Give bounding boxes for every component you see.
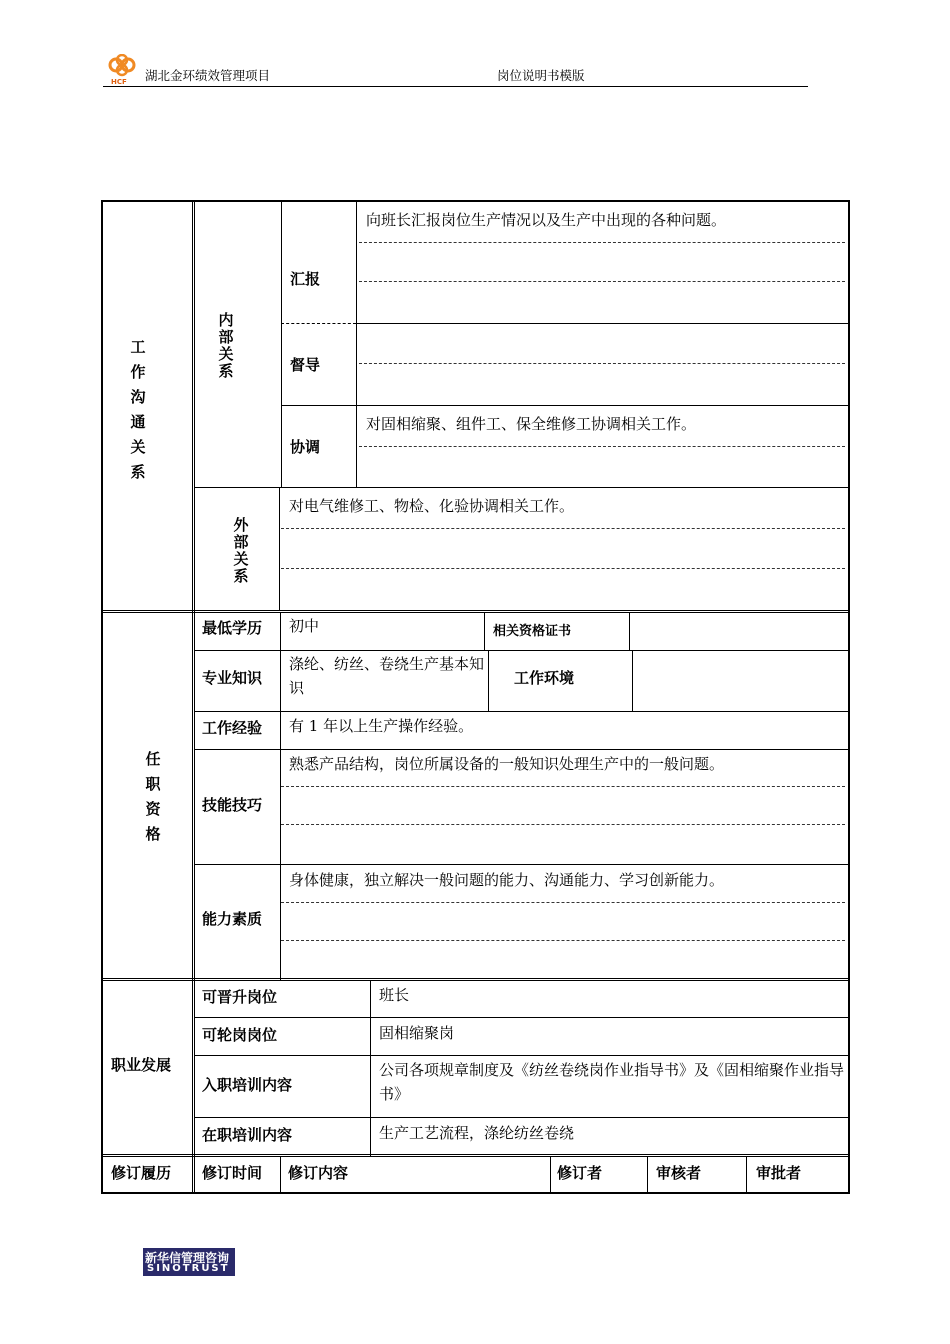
project-name: 湖北金环绩效管理项目 [145,68,271,83]
ability-label: 能力素质 [202,910,263,928]
section-label-qualification: 任 职 资 格 [145,750,161,843]
external-text: 对电气维修工、物检、化验协调相关工作。 [289,497,575,515]
certificate-label: 相关资格证书 [493,624,572,639]
brand-cn: 新华信管理咨询 [145,1251,230,1265]
onjob-training-value: 生产工艺流程，涤纶纺丝卷绕 [379,1124,575,1142]
environment-label: 工作环境 [514,669,575,687]
revision-section-label: 修订履历 [111,1164,172,1182]
education-label: 最低学历 [202,619,263,637]
revision-content-label: 修订内容 [288,1164,349,1182]
rotate-label: 可轮岗岗位 [202,1026,278,1044]
promote-value: 班长 [379,986,410,1004]
experience-label: 工作经验 [202,719,263,737]
brand-en: SINOTRUST [147,1263,230,1274]
job-description-form [101,200,850,1194]
hcf-logo-icon [103,54,141,86]
rotate-value: 固相缩聚岗 [379,1024,455,1042]
coordinate-text: 对固相缩聚、组件工、保全维修工协调相关工作。 [366,415,697,433]
ability-value: 身体健康，独立解决一般问题的能力、沟通能力、学习创新能力。 [289,871,725,889]
supervise-label: 督导 [290,356,321,374]
revision-time-label: 修订时间 [202,1164,263,1182]
sinotrust-logo [143,1248,235,1276]
report-text: 向班长汇报岗位生产情况以及生产中出现的各种问题。 [366,211,727,229]
promote-label: 可晋升岗位 [202,988,278,1006]
section-label-career: 职业发展 [111,1056,172,1074]
education-value: 初中 [289,617,320,635]
page-header [103,60,808,87]
onjob-training-label: 在职培训内容 [202,1126,293,1144]
section-label-communication: 工 作 沟 通 关 系 [130,338,146,481]
report-label: 汇报 [290,270,321,288]
reviewer-label: 审核者 [656,1164,702,1182]
skills-value: 熟悉产品结构，岗位所属设备的一般知识处理生产中的一般问题。 [289,755,725,773]
knowledge-value: 涤纶、纺丝、卷绕生产基本知识 [289,655,485,697]
svg-text:HCF: HCF [111,78,127,86]
knowledge-label: 专业知识 [202,669,263,687]
experience-value: 有 1 年以上生产操作经验。 [289,717,474,735]
document-type: 岗位说明书模版 [497,68,585,83]
entry-training-value: 公司各项规章制度及《纺丝卷绕岗作业指导书》及《固相缩聚作业指导书》 [379,1061,845,1103]
skills-label: 技能技巧 [202,796,263,814]
external-relations-label: 外 部 关 系 [233,516,249,585]
approver-label: 审批者 [756,1164,802,1182]
coordinate-label: 协调 [290,438,321,456]
reviser-label: 修订者 [557,1164,603,1182]
internal-relations-label: 内 部 关 系 [218,311,234,380]
entry-training-label: 入职培训内容 [202,1076,293,1094]
